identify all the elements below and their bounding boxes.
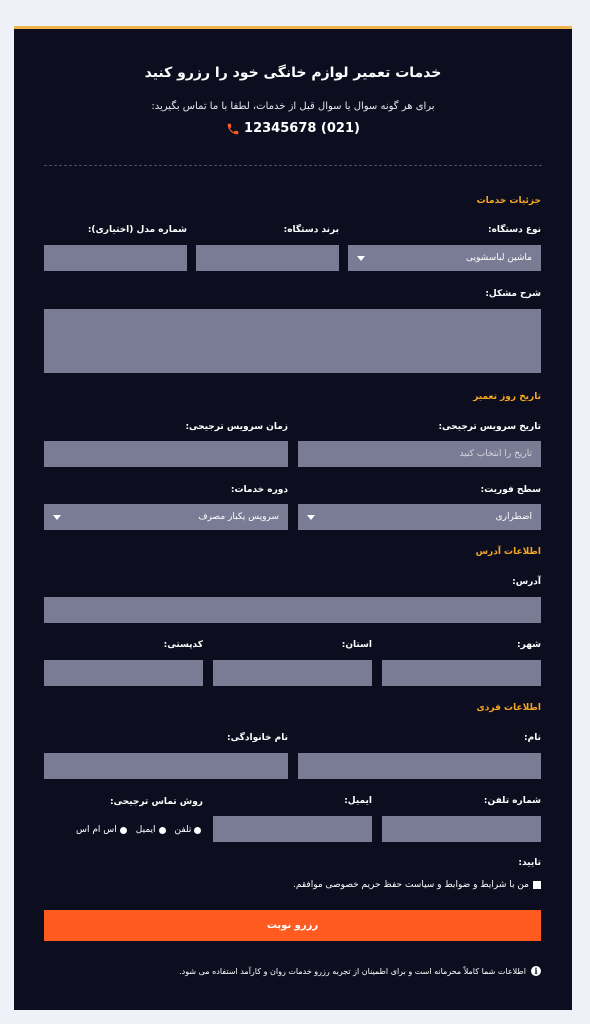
model-number-input[interactable] [44, 245, 187, 271]
chevron-down-icon [53, 515, 61, 520]
postal-code-label: کدپستی: [163, 640, 203, 650]
email-input[interactable] [213, 816, 372, 842]
form-title: خدمات تعمیر لوازم خانگی خود را رزرو کنید [144, 65, 442, 81]
contact-option-label: اس ام اس [76, 825, 117, 835]
preferred-date-label: تاریخ سرویس ترجیحی: [438, 422, 541, 432]
urgency-select[interactable] [298, 504, 541, 530]
problem-description-textarea[interactable] [44, 309, 541, 373]
contact-option-label: ایمیل [135, 825, 156, 835]
contact-option-phone[interactable] [175, 825, 202, 835]
book-appointment-button[interactable]: رزرو نوبت [44, 910, 541, 941]
chevron-down-icon [357, 256, 365, 261]
section-title-service-details: جزئیات خدمات [476, 196, 541, 206]
model-number-label: شماره مدل (اختیاری): [87, 225, 187, 235]
preferred-time-label: زمان سرویس ترجیحی: [185, 422, 288, 432]
terms-checkbox[interactable] [533, 881, 541, 889]
city-input[interactable] [382, 660, 541, 686]
preferred-date-placeholder: تاریخ را انتخاب کنید [459, 449, 532, 459]
header-divider [44, 165, 542, 166]
contact-option-sms[interactable] [76, 825, 127, 835]
last-name-label: نام خانوادگی: [226, 733, 288, 743]
section-title-personal: اطلاعات فردی [476, 703, 541, 713]
service-period-value: سرویس یکبار مصرف [198, 512, 279, 522]
urgency-label: سطح فوریت: [480, 485, 541, 495]
city-label: شهر: [517, 640, 541, 650]
preferred-date-input[interactable] [298, 441, 541, 467]
preferred-time-input[interactable] [44, 441, 288, 467]
province-input[interactable] [213, 660, 372, 686]
terms-text: من با شرایط و ضوابط و سیاست حفظ حریم خصوصی موافقم. [292, 880, 529, 890]
section-title-address: اطلاعات آدرس [475, 547, 541, 557]
section-title-repair-date: تاریخ روز تعمیر [473, 392, 541, 402]
problem-description-label: شرح مشکل: [485, 289, 541, 299]
phone-number: 12345678 (021) [244, 121, 360, 136]
radio-icon[interactable] [194, 827, 201, 834]
contact-method-radio-group [76, 825, 201, 835]
device-type-value: ماشین لباسشویی [466, 253, 532, 263]
postal-code-input[interactable] [44, 660, 203, 686]
contact-option-email[interactable] [136, 825, 166, 835]
info-icon: i [531, 966, 541, 976]
service-period-select[interactable] [44, 504, 288, 530]
device-type-select[interactable] [348, 245, 541, 271]
chevron-down-icon [307, 515, 315, 520]
terms-checkbox-row[interactable] [293, 880, 541, 890]
form-subtitle: برای هر گونه سوال یا سوال قبل از خدمات، لطفا با ما تماس بگیرید: [151, 101, 435, 112]
province-label: استان: [341, 640, 372, 650]
device-brand-label: برند دستگاه: [283, 225, 339, 235]
email-label: ایمیل: [344, 796, 372, 806]
service-period-label: دوره خدمات: [230, 485, 288, 495]
phone-number-label: شماره تلفن: [483, 796, 541, 806]
radio-icon[interactable] [120, 827, 127, 834]
device-type-label: نوع دستگاه: [488, 225, 541, 235]
radio-icon[interactable] [159, 827, 166, 834]
phone-icon [226, 122, 240, 136]
last-name-input[interactable] [44, 753, 288, 779]
privacy-note-text: اطلاعات شما کاملاً محرمانه است و برای اطمینان از تجربه رزرو خدمات روان و کارآمد استفاده می شود. [179, 966, 526, 976]
address-input[interactable] [44, 597, 541, 623]
confirm-label: تایید: [518, 858, 541, 868]
contact-option-label: تلفن [174, 825, 192, 835]
phone-number-input[interactable] [382, 816, 541, 842]
contact-phone[interactable] [14, 121, 572, 136]
urgency-value: اضطراری [495, 512, 532, 522]
address-label: آدرس: [512, 577, 541, 587]
contact-method-label: روش تماس ترجیحی: [109, 797, 203, 807]
device-brand-input[interactable] [196, 245, 339, 271]
privacy-note [179, 966, 541, 976]
first-name-input[interactable] [298, 753, 541, 779]
booking-form-card [14, 26, 572, 1010]
first-name-label: نام: [524, 733, 541, 743]
